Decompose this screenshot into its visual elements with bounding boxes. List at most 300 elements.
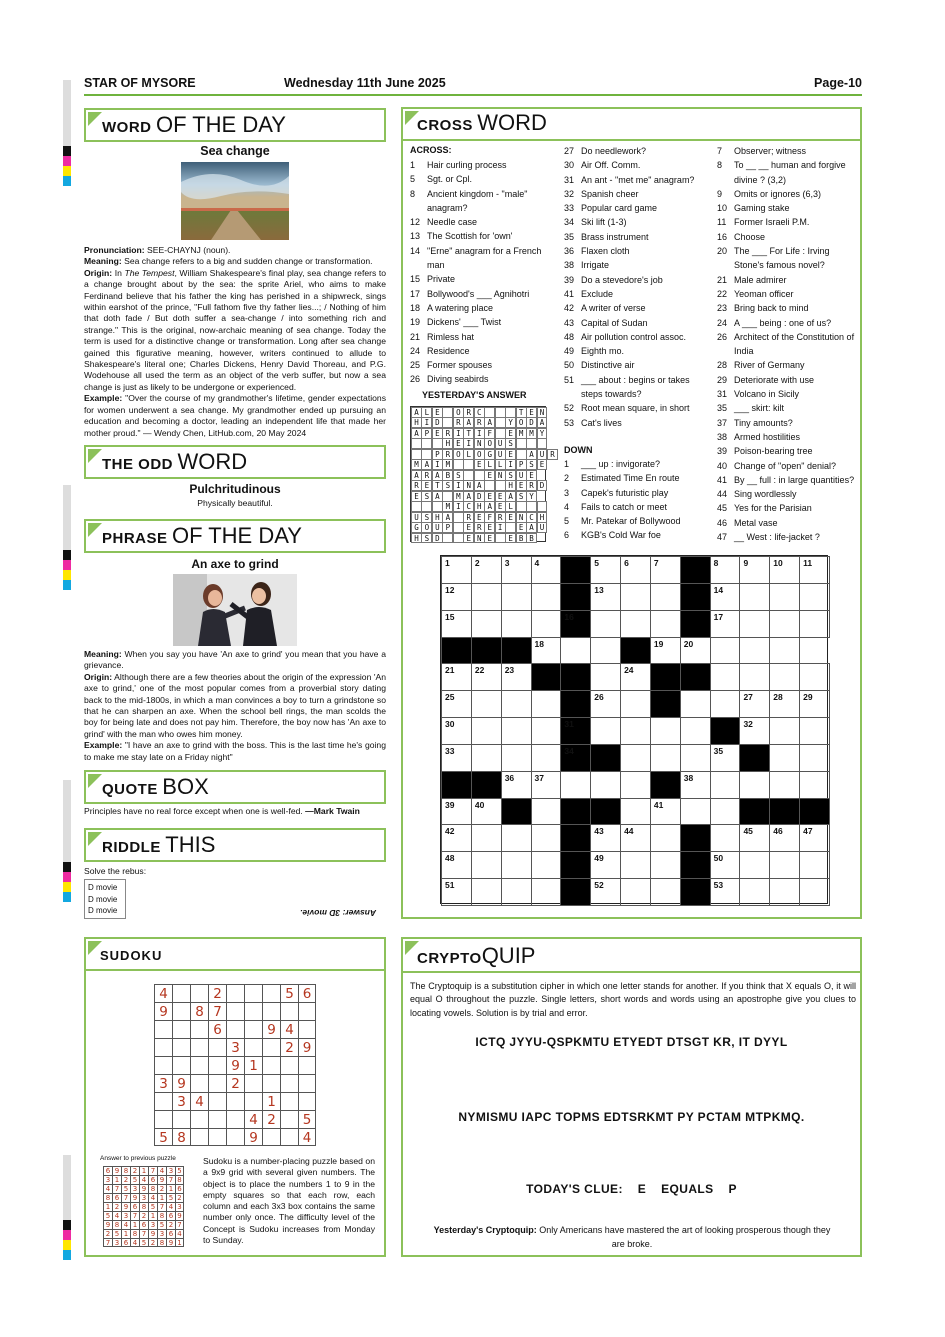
clue-item [564, 273, 714, 287]
yest-cell: E [526, 407, 537, 418]
sudoku-cell[interactable] [226, 984, 244, 1002]
crossword-cell[interactable] [620, 610, 651, 638]
sudoku-cell[interactable]: 1 [262, 1092, 280, 1110]
sudoku-cell[interactable] [280, 1092, 298, 1110]
yest-cell: A [442, 512, 453, 523]
clue-number: 25 [410, 360, 421, 371]
sudoku-cell[interactable]: 3 [226, 1038, 244, 1056]
crossword-cell[interactable] [739, 556, 770, 584]
crossword-cell[interactable] [441, 610, 472, 638]
crossword-cell[interactable] [441, 824, 472, 852]
crossword-cell[interactable] [620, 771, 651, 799]
down-col1 [564, 457, 714, 543]
crossword-cell[interactable] [710, 637, 741, 665]
yest-cell: E [495, 491, 506, 502]
crossword-cell[interactable] [471, 824, 502, 852]
crossword-cell[interactable] [590, 771, 621, 799]
sudoku-cell[interactable] [244, 1038, 262, 1056]
clue-item [564, 457, 714, 471]
crossword-cell[interactable] [710, 610, 741, 638]
cell-number: 29 [803, 692, 813, 703]
sudoku-cell[interactable]: 5 [280, 984, 298, 1002]
sudoku-cell[interactable] [298, 1020, 316, 1038]
cell-number: 16 [564, 611, 574, 622]
crossword-cell[interactable] [710, 583, 741, 611]
cell-number: 12 [445, 584, 455, 595]
sudoku-cell[interactable]: 2 [280, 1038, 298, 1056]
prev-sudoku-cell: 7 [175, 1220, 184, 1229]
crossword-cell[interactable] [501, 556, 532, 584]
crossword-cell[interactable] [501, 878, 532, 906]
crossword-cell[interactable] [620, 744, 651, 772]
crossword-cell[interactable] [501, 771, 532, 799]
crossword-cell[interactable] [501, 690, 532, 718]
crossword-cell[interactable] [590, 824, 621, 852]
crossword-cell[interactable] [799, 717, 830, 745]
crossword-cell[interactable] [471, 744, 502, 772]
yest-cell: G [484, 449, 495, 460]
crossword-cell[interactable] [799, 744, 830, 772]
crossword-cell[interactable] [560, 637, 591, 665]
crossword-cell[interactable] [650, 798, 681, 826]
crossword-cell[interactable] [531, 637, 562, 665]
yest-cell: S [505, 470, 516, 481]
crossword-cell[interactable] [471, 851, 502, 879]
cross-title-big: WORD [477, 110, 547, 135]
sudoku-cell[interactable]: 9 [172, 1074, 190, 1092]
potd-phrase: An axe to grind [191, 557, 279, 571]
yest-cell: I [495, 522, 506, 533]
yest-cell: I [453, 480, 464, 491]
prev-sudoku-cell: 9 [148, 1229, 157, 1238]
clue-text: Mr. Patekar of Bollywood [581, 516, 681, 527]
crossword-cell[interactable] [710, 663, 741, 691]
cell-number: 17 [713, 611, 724, 622]
crossword-cell[interactable] [650, 824, 681, 852]
crossword-cell[interactable] [799, 610, 830, 638]
sudoku-cell[interactable]: 7 [208, 1002, 226, 1020]
crossword-cell[interactable] [650, 717, 681, 745]
crossword-cell[interactable] [590, 690, 621, 718]
crossword-cell[interactable] [769, 583, 800, 611]
sudoku-cell[interactable]: 4 [244, 1110, 262, 1128]
clue-item [564, 486, 714, 500]
quote-body: Principles have no real force except when one is well-fed. [84, 806, 306, 816]
crossword-cell[interactable] [441, 583, 472, 611]
crossword-cell[interactable] [501, 851, 532, 879]
sudoku-cell[interactable] [172, 984, 190, 1002]
sudoku-cell[interactable]: 6 [298, 984, 316, 1002]
yest-cell: E [495, 501, 506, 512]
crossword-cell[interactable] [739, 771, 770, 799]
yest-cell: N [463, 480, 474, 491]
crossword-cell[interactable] [471, 583, 502, 611]
cell-number: 7 [653, 558, 659, 568]
clue-item [564, 373, 714, 402]
sudoku-cell[interactable] [244, 984, 262, 1002]
crossword-cell[interactable] [620, 663, 651, 691]
crossword-cell[interactable] [769, 717, 800, 745]
crossword-cell[interactable] [531, 556, 562, 584]
crypto-intro: The Cryptoquip is a substitution cipher in which one letter stands for another. If you think that X equals O, it will equal O throughout the puzzle. Single letters, short words and words using an apostrophe give you clues to locating vowels. Solution is by trial and error. [410, 981, 856, 1018]
sudoku-cell[interactable] [280, 1074, 298, 1092]
crossword-cell[interactable] [590, 583, 621, 611]
crossword-cell[interactable] [471, 690, 502, 718]
sudoku-cell[interactable] [208, 1074, 226, 1092]
prev-sudoku-cell: 3 [139, 1193, 148, 1202]
sudoku-cell[interactable] [190, 1056, 208, 1074]
crossword-cell[interactable] [441, 556, 472, 584]
crossword-cell[interactable] [769, 610, 800, 638]
clue-text: Gaming stake [734, 203, 790, 214]
crossword-cell[interactable] [799, 583, 830, 611]
crossword-cell[interactable] [769, 663, 800, 691]
crossword-cell[interactable] [620, 851, 651, 879]
clue-number: 31 [564, 174, 575, 185]
sudoku-cell[interactable] [190, 1038, 208, 1056]
crossword-cell[interactable] [710, 744, 741, 772]
sudoku-cell[interactable] [208, 1110, 226, 1128]
crossword-cell[interactable] [769, 851, 800, 879]
crossword-cell[interactable] [680, 690, 711, 718]
crossword-cell[interactable] [799, 690, 830, 718]
crossword-cell[interactable] [441, 717, 472, 745]
yest-cell: E [411, 491, 422, 502]
crossword-cell[interactable] [620, 878, 651, 906]
sudoku-cell[interactable] [172, 1110, 190, 1128]
prev-sudoku-cell: 8 [175, 1175, 184, 1184]
crossword-cell[interactable] [590, 637, 621, 665]
prev-sudoku-cell: 9 [103, 1220, 112, 1229]
crossword-cell[interactable] [531, 851, 562, 879]
clue-item [410, 372, 560, 386]
clue-text: Armed hostilities [734, 431, 801, 442]
pron-text: SEE-CHAYNJ (noun). [144, 245, 231, 255]
crossword-cell[interactable] [531, 583, 562, 611]
crossword-cell[interactable] [769, 771, 800, 799]
crossword-cell[interactable] [769, 824, 800, 852]
yest-cell: G [411, 522, 422, 533]
crossword-cell[interactable] [739, 851, 770, 879]
crossword-cell[interactable] [620, 798, 651, 826]
crossword-cell[interactable] [680, 717, 711, 745]
crossword-cell[interactable] [620, 717, 651, 745]
sudoku-cell[interactable] [280, 1056, 298, 1074]
sudoku-cell[interactable]: 3 [154, 1074, 172, 1092]
sudoku-cell[interactable]: 4 [280, 1020, 298, 1038]
crossword-cell[interactable] [710, 851, 741, 879]
sudoku-cell[interactable] [244, 1020, 262, 1038]
sudoku-cell[interactable] [154, 1038, 172, 1056]
crossword-cell[interactable] [739, 663, 770, 691]
crossword-cell[interactable] [739, 610, 770, 638]
crossword-cell[interactable] [680, 771, 711, 799]
crossword-cell[interactable] [590, 610, 621, 638]
sudoku-cell[interactable]: 4 [154, 984, 172, 1002]
crossword-cell[interactable] [471, 717, 502, 745]
sudoku-cell[interactable] [226, 1092, 244, 1110]
crossword-cell[interactable] [650, 744, 681, 772]
sudoku-cell[interactable] [226, 1128, 244, 1146]
clue-text: Volcano in Sicily [734, 389, 800, 400]
sudoku-cell[interactable] [208, 1092, 226, 1110]
crossword-cell[interactable] [531, 798, 562, 826]
sudoku-cell[interactable]: 6 [208, 1020, 226, 1038]
sudoku-cell[interactable]: 4 [190, 1092, 208, 1110]
crossword-cell[interactable] [590, 717, 621, 745]
crossword-cell[interactable] [710, 690, 741, 718]
sudoku-cell[interactable] [154, 1092, 172, 1110]
crossword-cell[interactable] [769, 878, 800, 906]
crossword-cell[interactable] [739, 690, 770, 718]
crossword-cell[interactable] [441, 878, 472, 906]
crossword-cell[interactable] [501, 744, 532, 772]
sudoku-cell[interactable] [190, 984, 208, 1002]
clue-number: 1 [564, 459, 570, 469]
wotd-image [181, 162, 289, 240]
sudoku-cell[interactable] [190, 1020, 208, 1038]
crossword-cell[interactable] [590, 663, 621, 691]
sudoku-cell[interactable] [154, 1110, 172, 1128]
prev-sudoku-cell: 6 [148, 1175, 157, 1184]
sudoku-cell[interactable] [172, 1056, 190, 1074]
sudoku-cell[interactable] [262, 1002, 280, 1020]
yest-black [453, 512, 464, 523]
crossword-cell[interactable] [799, 663, 830, 691]
crossword-cell[interactable] [799, 771, 830, 799]
crossword-cell[interactable] [590, 878, 621, 906]
crossword-cell[interactable] [739, 717, 770, 745]
sudoku-cell[interactable]: 8 [172, 1128, 190, 1146]
yest-cell: S [516, 491, 527, 502]
yest-cell: A [463, 417, 474, 428]
crossword-cell[interactable] [650, 851, 681, 879]
black-square [560, 878, 591, 906]
sudoku-cell[interactable] [190, 1074, 208, 1092]
black-square [769, 798, 800, 826]
crossword-cell[interactable] [501, 663, 532, 691]
sudoku-cell[interactable] [208, 1128, 226, 1146]
crossword-cell[interactable] [769, 744, 800, 772]
crossword-cell[interactable] [650, 583, 681, 611]
clue-number: 13 [410, 231, 421, 242]
sudoku-cell[interactable] [244, 1092, 262, 1110]
crossword-cell[interactable] [531, 824, 562, 852]
crossword-cell[interactable] [471, 663, 502, 691]
clue-item [410, 187, 560, 216]
crossword-cell[interactable] [620, 583, 651, 611]
crossword-cell[interactable] [650, 878, 681, 906]
crossword-cell[interactable] [680, 798, 711, 826]
prev-sudoku-cell: 9 [175, 1211, 184, 1220]
sudoku-cell[interactable] [244, 1074, 262, 1092]
crossword-cell[interactable] [650, 610, 681, 638]
sudoku-cell[interactable] [298, 1092, 316, 1110]
sudoku-cell[interactable] [208, 1056, 226, 1074]
crossword-cell[interactable] [769, 690, 800, 718]
sudoku-cell[interactable] [244, 1002, 262, 1020]
crossword-cell[interactable] [531, 878, 562, 906]
crossword-cell[interactable] [441, 798, 472, 826]
crossword-cell[interactable] [650, 556, 681, 584]
crossword-cell[interactable] [441, 663, 472, 691]
clue-item [564, 201, 714, 215]
cell-number: 50 [713, 853, 724, 864]
sudoku-cell[interactable] [172, 1020, 190, 1038]
prev-sudoku-cell: 6 [175, 1184, 184, 1193]
sudoku-cell[interactable] [190, 1128, 208, 1146]
crossword-cell[interactable] [501, 717, 532, 745]
sudoku-cell[interactable]: 9 [226, 1056, 244, 1074]
cell-number: 41 [653, 799, 664, 810]
black-square [799, 798, 830, 826]
sudoku-cell[interactable] [298, 1074, 316, 1092]
crossword-cell[interactable] [471, 610, 502, 638]
crossword-cell[interactable] [501, 824, 532, 852]
sudoku-cell[interactable]: 2 [262, 1110, 280, 1128]
clue-text: Cat's lives [581, 417, 622, 428]
crossword-cell[interactable] [680, 637, 711, 665]
riddle-answer: Answer: 3D movie. [300, 908, 377, 918]
crossword-cell[interactable] [799, 878, 830, 906]
crossword-cell[interactable] [710, 878, 741, 906]
crossword-cell[interactable] [710, 556, 741, 584]
sudoku-cell[interactable] [280, 1002, 298, 1020]
sudoku-cell[interactable] [298, 1002, 316, 1020]
sudoku-cell[interactable] [280, 1128, 298, 1146]
crossword-cell[interactable] [560, 771, 591, 799]
crossword-cell[interactable] [710, 771, 741, 799]
sudoku-cell[interactable]: 9 [244, 1128, 262, 1146]
sudoku-cell[interactable] [262, 1128, 280, 1146]
sudoku-cell[interactable] [226, 1110, 244, 1128]
crossword-cell[interactable] [531, 771, 562, 799]
prev-sudoku-cell: 3 [175, 1202, 184, 1211]
sudoku-cell[interactable]: 9 [262, 1020, 280, 1038]
sudoku-cell[interactable] [226, 1020, 244, 1038]
sudoku-cell[interactable]: 8 [190, 1002, 208, 1020]
crossword-cell[interactable] [620, 556, 651, 584]
yest-cell: E [453, 438, 464, 449]
yest-black [474, 470, 485, 481]
sudoku-cell[interactable]: 5 [298, 1110, 316, 1128]
sudoku-cell[interactable]: 9 [154, 1002, 172, 1020]
sudoku-cell[interactable] [208, 1038, 226, 1056]
clue-text: Irrigate [581, 260, 610, 271]
down-col2 [717, 144, 862, 544]
crossword-cell[interactable] [739, 878, 770, 906]
sudoku-cell[interactable] [190, 1110, 208, 1128]
crossword-cell[interactable] [441, 690, 472, 718]
yest-cell: E [537, 459, 548, 470]
cell-number: 23 [504, 665, 515, 676]
prev-sudoku-cell: 7 [166, 1175, 175, 1184]
clue-item [717, 444, 862, 458]
sudoku-cell[interactable]: 4 [298, 1128, 316, 1146]
sudoku-cell[interactable] [262, 984, 280, 1002]
crossword-cell[interactable] [471, 878, 502, 906]
crossword-cell[interactable] [710, 824, 741, 852]
black-square [650, 663, 681, 691]
crossword-cell[interactable] [590, 851, 621, 879]
sudoku-cell[interactable] [262, 1074, 280, 1092]
sudoku-cell[interactable]: 1 [244, 1056, 262, 1074]
sudoku-cell[interactable] [262, 1056, 280, 1074]
example-text: "Over the course of my grandmother's lifetime, gender expectations for women underwent a sea change. My grandmother ended up pursuing an education and becoming a doctor, leading an independent life that made her mother proud." — Wendy Chen, LitHub.com, 20 May 2024 [84, 393, 386, 438]
crossword-cell[interactable] [531, 690, 562, 718]
crossword-cell[interactable] [531, 717, 562, 745]
crossword-cell[interactable] [620, 690, 651, 718]
sudoku-cell[interactable] [298, 1056, 316, 1074]
crossword-cell[interactable] [680, 744, 711, 772]
sudoku-cell[interactable] [154, 1020, 172, 1038]
yest-cell: E [463, 522, 474, 533]
yesterday-label: YESTERDAY'S ANSWER [422, 390, 527, 400]
sudoku-cell[interactable]: 5 [154, 1128, 172, 1146]
sudoku-cell[interactable] [262, 1038, 280, 1056]
crossword-cell[interactable] [471, 556, 502, 584]
crossword-cell[interactable] [501, 610, 532, 638]
sudoku-cell[interactable] [226, 1002, 244, 1020]
yest-black [421, 501, 432, 512]
crypto-line-1: ICTQ JYYU-QSPKMTU ETYEDT DTSGT KR, IT DYYL [475, 1035, 788, 1049]
cell-number: 19 [653, 638, 664, 649]
cell-number: 15 [445, 611, 455, 622]
sudoku-cell[interactable]: 9 [298, 1038, 316, 1056]
potd-example-text: "I have an axe to grind with the boss. This is the last time he's going to make me stay late on a Friday night" [84, 740, 386, 762]
crossword-cell[interactable] [799, 556, 830, 584]
crossword-cell[interactable] [531, 744, 562, 772]
clue-item [410, 358, 560, 372]
clue-item [717, 387, 862, 401]
crossword-cell[interactable] [501, 583, 532, 611]
crossword-cell[interactable] [590, 556, 621, 584]
black-square [471, 637, 502, 665]
sudoku-cell[interactable] [280, 1110, 298, 1128]
crossword-cell[interactable] [650, 637, 681, 665]
crossword-cell[interactable] [441, 744, 472, 772]
crossword-cell[interactable] [620, 824, 651, 852]
sudoku-cell[interactable] [172, 1002, 190, 1020]
crossword-cell[interactable] [799, 851, 830, 879]
meaning-label: Meaning: [84, 256, 122, 267]
clue-text: Do needlework? [581, 146, 647, 156]
crossword-cell[interactable] [769, 637, 800, 665]
crossword-cell[interactable] [799, 824, 830, 852]
crossword-cell[interactable] [710, 798, 741, 826]
sudoku-cell[interactable]: 3 [172, 1092, 190, 1110]
crossword-cell[interactable] [739, 637, 770, 665]
yest-black [442, 417, 453, 428]
crossword-cell[interactable] [739, 583, 770, 611]
clue-text: Omits or ignores (6,3) [734, 188, 822, 199]
crossword-cell[interactable] [739, 824, 770, 852]
clue-item [410, 172, 560, 186]
yest-cell: A [505, 491, 516, 502]
sudoku-cell[interactable]: 2 [226, 1074, 244, 1092]
crossword-cell[interactable] [769, 556, 800, 584]
crossword-cell[interactable] [471, 798, 502, 826]
sudoku-cell[interactable] [172, 1038, 190, 1056]
yest-cell: O [421, 522, 432, 533]
clue-number: 24 [717, 317, 728, 328]
clue-item [717, 215, 862, 229]
sudoku-cell[interactable] [154, 1056, 172, 1074]
sudoku-cell[interactable]: 2 [208, 984, 226, 1002]
crossword-cell[interactable] [531, 610, 562, 638]
crossword-cell[interactable] [441, 851, 472, 879]
yest-cell: S [526, 459, 537, 470]
